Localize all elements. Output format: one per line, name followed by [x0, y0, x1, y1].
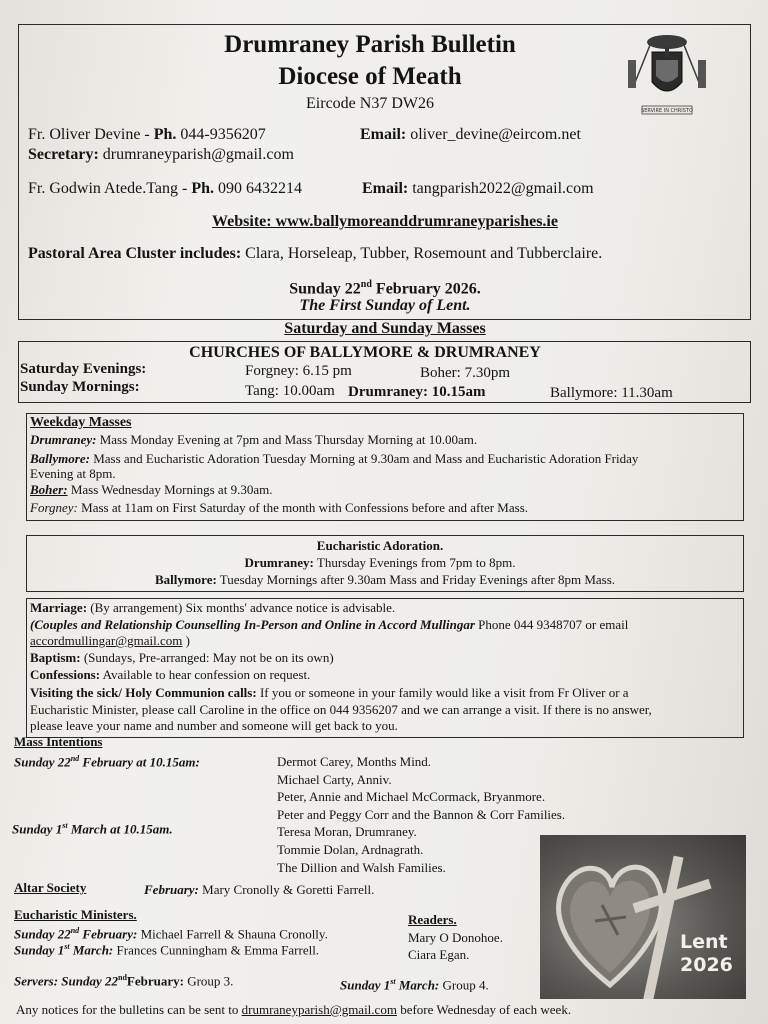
- priest2-line: [28, 180, 302, 198]
- sunday-drumraney: Drumraney: 10.15am: [348, 384, 486, 400]
- weekday-heading: Weekday Masses: [30, 415, 132, 430]
- altar-society-label: Altar Society: [14, 880, 87, 895]
- accord-close: ): [182, 633, 190, 648]
- priest2-email[interactable]: tangparish2022@gmail.com: [408, 180, 594, 197]
- sick-line-2: Eucharistic Minister, please call Caroline in the office on 044 9356207 and we can arrange a visit. If there is no answer,: [30, 702, 652, 717]
- intentions-date1-pre: Sunday 22: [14, 754, 71, 770]
- crest-motto: SERVIRE IN CHRISTO: [641, 108, 693, 114]
- baptism-text: (Sundays, Pre-arranged: May not be on its own): [80, 650, 334, 665]
- sunday-ballymore: Ballymore: 11.30am: [550, 385, 673, 401]
- baptism-label: Baptism:: [30, 650, 81, 665]
- churches-heading: CHURCHES OF BALLYMORE & DRUMRANEY: [189, 344, 541, 361]
- intentions-date1-post: February at 10.15am:: [79, 754, 200, 770]
- intention-item: Tommie Dolan, Ardnagrath.: [277, 841, 424, 857]
- servers2-sup: st: [390, 977, 396, 986]
- accord-line: [30, 633, 190, 649]
- website-link[interactable]: Website: www.ballymoreanddrumraneyparishes.ie: [212, 213, 558, 230]
- weekday-drumraney-text: Mass Monday Evening at 7pm and Mass Thursday Morning at 10.00am.: [96, 432, 478, 447]
- reader-item: Mary O Donohoe.: [408, 930, 503, 945]
- cluster-label: Pastoral Area Cluster includes:: [28, 245, 242, 262]
- baptism-line: [30, 650, 334, 666]
- priest2-ph-label: Ph.: [191, 180, 214, 197]
- weekday-forgney-text: Mass at 11am on First Saturday of the month with Confessions before and after Mass.: [77, 500, 529, 515]
- sick-label: Visiting the sick/ Holy Communion calls:: [30, 685, 257, 700]
- em-label: Eucharistic Ministers.: [14, 907, 137, 922]
- priest1-email-line: [360, 126, 581, 144]
- intention-item: Peter, Annie and Michael McCormack, Bryanmore.: [277, 789, 546, 805]
- priest2-email-line: [362, 180, 594, 198]
- weekday-boher: [30, 482, 272, 498]
- date-sup: nd: [360, 279, 372, 290]
- saturday-forgney: Forgney: 6.15 pm: [245, 363, 352, 379]
- secretary-line: [28, 146, 294, 164]
- adoration-drumraney: [130, 555, 630, 571]
- servers2-pre: Sunday 1: [340, 977, 391, 993]
- servers-post: February:: [126, 973, 184, 989]
- masses-heading: Saturday and Sunday Masses: [284, 320, 486, 337]
- sick-line: [30, 685, 629, 701]
- em2-sup: st: [64, 942, 70, 951]
- sick-text: If you or someone in your family would like a visit from Fr Oliver or a: [256, 685, 629, 700]
- diocese-title: Diocese of Meath: [278, 63, 462, 90]
- adoration-drumraney-label: Drumraney:: [244, 555, 314, 570]
- servers-line-1: [14, 970, 233, 989]
- confessions-label: Confessions:: [30, 667, 101, 682]
- lent-label: Lent: [680, 931, 728, 953]
- confessions-line: [30, 667, 310, 683]
- lent-sunday: The First Sunday of Lent.: [299, 297, 471, 314]
- readers-label: Readers.: [408, 912, 457, 927]
- adoration-ballymore: [60, 572, 710, 588]
- servers-pre: Servers: Sunday 22: [14, 973, 119, 989]
- em2-names: Frances Cunningham & Emma Farrell.: [113, 942, 320, 958]
- priest1-phone: 044-9356207: [176, 126, 266, 143]
- footer-notice: [16, 1002, 571, 1018]
- footer-post: before Wednesday of each week.: [396, 1002, 572, 1017]
- sunday-tang: Tang: 10.00am: [245, 383, 335, 399]
- sunday-label: Sunday Mornings:: [20, 379, 140, 395]
- priest2-name: Fr. Godwin Atede.Tang -: [28, 180, 192, 197]
- priest2-phone: 090 6432214: [213, 180, 302, 197]
- servers-sup: nd: [118, 973, 127, 982]
- em1-pre: Sunday 22: [14, 926, 71, 942]
- altar-names: Mary Cronolly & Goretti Farrell.: [198, 882, 375, 897]
- footer-email[interactable]: drumraneyparish@gmail.com: [241, 1002, 397, 1017]
- intention-item: The Dillion and Walsh Families.: [277, 859, 446, 875]
- em-line-2: [14, 939, 319, 958]
- weekday-forgney: [30, 500, 528, 516]
- weekday-ballymore-cont: Evening at 8pm.: [30, 466, 116, 481]
- intention-item: Peter and Peggy Corr and the Bannon & Corr Families.: [277, 806, 566, 822]
- em1-sup: nd: [70, 926, 80, 935]
- cluster-list: Clara, Horseleap, Tubber, Rosemount and Tubberclaire.: [241, 245, 603, 262]
- servers2-post: March:: [395, 977, 440, 993]
- reader-item: Ciara Egan.: [408, 947, 470, 962]
- diocese-crest: [622, 30, 712, 122]
- intentions-date-2: [12, 818, 173, 837]
- lent-year: 2026: [680, 954, 733, 976]
- counselling-line: [30, 617, 628, 633]
- eircode: Eircode N37 DW26: [306, 95, 434, 112]
- adoration-ballymore-label: Ballymore:: [154, 572, 217, 587]
- priest1-email[interactable]: oliver_devine@eircom.net: [406, 126, 581, 143]
- altar-society-line: [144, 882, 374, 898]
- priest1-name: Fr. Oliver Devine -: [28, 126, 154, 143]
- servers-line-2: [340, 974, 489, 993]
- priest1-ph-label: Ph.: [153, 126, 177, 143]
- intention-item: Dermot Carey, Months Mind.: [277, 754, 432, 769]
- altar-month: February:: [144, 882, 199, 897]
- lent-image: [540, 835, 746, 999]
- servers2-group: Group 4.: [439, 977, 489, 993]
- marriage-text: (By arrangement) Six months' advance notice is advisable.: [87, 600, 396, 615]
- weekday-drumraney: [30, 432, 477, 448]
- priest2-email-label: Email:: [362, 180, 409, 197]
- intentions-date2-sup: st: [62, 821, 68, 830]
- weekday-ballymore-text: Mass and Eucharistic Adoration Tuesday Morning at 9.30am and Mass and Eucharistic Adoration Friday: [89, 451, 639, 466]
- bulletin-title: Drumraney Parish Bulletin: [224, 31, 516, 58]
- adoration-heading: Eucharistic Adoration.: [316, 538, 444, 553]
- footer-pre: Any notices for the bulletins can be sent to: [16, 1002, 242, 1017]
- weekday-ballymore: [30, 451, 638, 467]
- secretary-label: Secretary:: [28, 146, 99, 163]
- accord-email[interactable]: accordmullingar@gmail.com: [30, 633, 183, 648]
- weekday-boher-label: Boher:: [30, 482, 68, 497]
- confessions-text: Available to hear confession on request.: [100, 667, 311, 682]
- secretary-email[interactable]: drumraneyparish@gmail.com: [98, 146, 294, 163]
- marriage-label: Marriage:: [30, 600, 88, 615]
- em2-pre: Sunday 1: [14, 942, 65, 958]
- intentions-heading: Mass Intentions: [14, 734, 103, 749]
- priest1-email-label: Email:: [360, 126, 407, 143]
- priest1-line: [28, 126, 266, 144]
- weekday-ballymore-label: Ballymore:: [30, 451, 90, 466]
- intentions-date2-post: March at 10.15am.: [67, 821, 173, 837]
- intentions-date1-sup: nd: [70, 754, 80, 763]
- sick-line-3: please leave your name and number and someone will get back to you.: [30, 718, 398, 733]
- intention-item: Teresa Moran, Drumraney.: [277, 824, 417, 840]
- date-pre: Sunday 22: [289, 280, 361, 298]
- adoration-ballymore-text: Tuesday Mornings after 9.30am Mass and Friday Evenings after 8pm Mass.: [216, 572, 616, 587]
- em1-post: February:: [79, 926, 138, 942]
- em1-names: Michael Farrell & Shauna Cronolly.: [137, 926, 328, 942]
- weekday-forgney-label: Forgney:: [30, 500, 78, 515]
- intentions-date2-pre: Sunday 1: [12, 821, 63, 837]
- cluster-line: [28, 244, 602, 264]
- weekday-boher-text: Mass Wednesday Mornings at 9.30am.: [67, 482, 273, 497]
- saturday-label: Saturday Evenings:: [20, 361, 147, 377]
- counselling-text: (Couples and Relationship Counselling In-Person and Online in Accord Mullingar: [30, 617, 475, 632]
- intentions-date-1: [14, 751, 200, 770]
- servers-group: Group 3.: [183, 973, 234, 989]
- intention-item: Michael Carty, Anniv.: [277, 771, 392, 787]
- saturday-boher: Boher: 7.30pm: [420, 365, 510, 381]
- weekday-drumraney-label: Drumraney:: [30, 432, 97, 447]
- marriage-line: [30, 600, 395, 616]
- date-post: February 2026.: [371, 280, 481, 298]
- em2-post: March:: [69, 942, 114, 958]
- adoration-drumraney-text: Thursday Evenings from 7pm to 8pm.: [313, 555, 516, 570]
- counselling-phone: Phone 044 9348707 or email: [474, 617, 629, 632]
